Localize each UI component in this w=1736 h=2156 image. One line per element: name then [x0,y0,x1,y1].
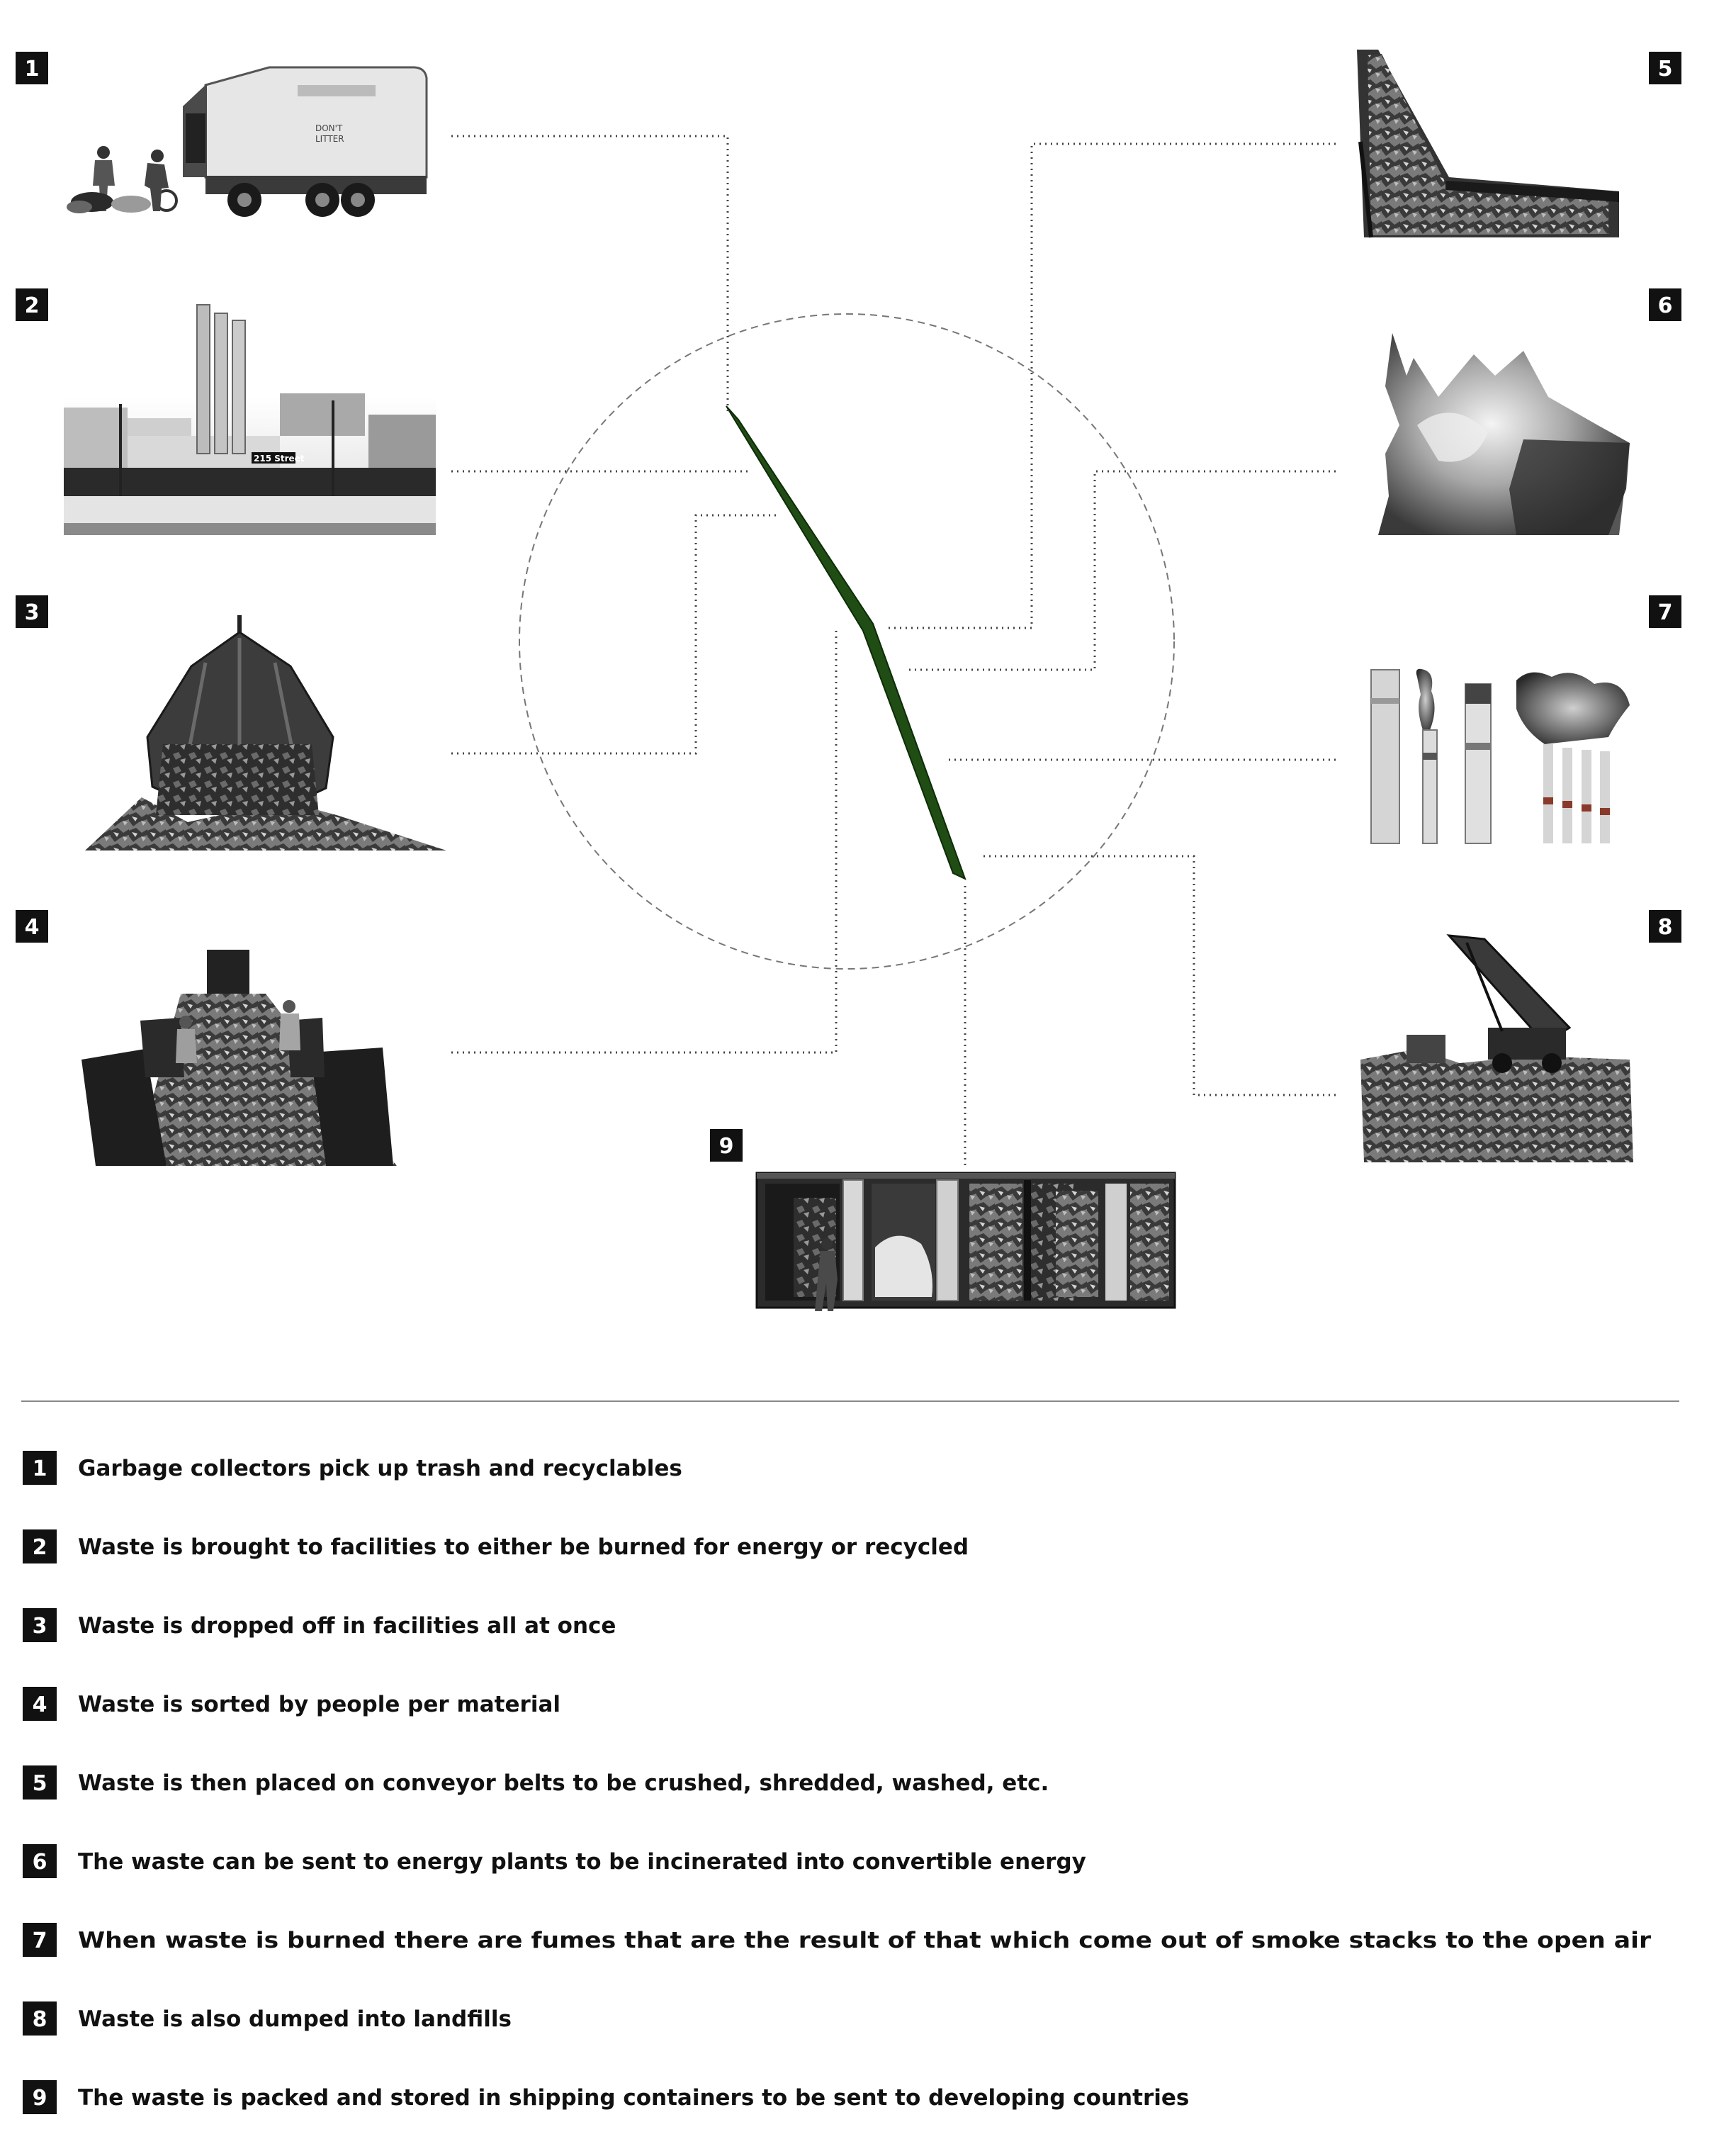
diagram-badge-1 [16,52,48,84]
legend-badge-number: 9 [32,2086,47,2111]
leaf-blade [726,406,965,879]
diagram-badge-9-number: 9 [718,1134,734,1159]
legend-text: When waste is burned there are fumes that are the result of that which come out of smoke stacks to the open air [78,1928,1652,1953]
street-sign-text: 215 Street [254,454,305,464]
connector-8 [981,856,1336,1095]
landfill-dump-truck-photo [1360,936,1633,1162]
garbage-truck-photo [67,67,427,217]
legend-item [23,2001,512,2036]
diagram-badge-7-number: 7 [1657,600,1673,625]
legend-item [23,1529,969,1563]
diagram-badge-2 [16,288,48,321]
legend-item [23,1451,682,1485]
legend-badge-number: 7 [32,1928,47,1953]
diagram-badge-8-number: 8 [1657,915,1673,940]
diagram-badge-5-number: 5 [1657,57,1673,82]
legend-badge-number: 5 [32,1771,47,1796]
diagram-badge-3 [16,595,48,628]
legend [23,1451,1652,2114]
diagram-badge-3-number: 3 [24,600,40,625]
connector-1 [451,136,728,411]
legend-text: The waste can be sent to energy plants to be incinerated into convertible energy [78,1849,1086,1875]
shipping-containers-photo [757,1173,1175,1311]
connector-5 [887,144,1336,628]
legend-item [23,1765,1049,1800]
diagram-badge-9 [710,1129,743,1162]
svg-text:DON'T: DON'T [315,123,343,133]
diagram-badge-5 [1649,52,1681,84]
legend-text: Garbage collectors pick up trash and recyclables [78,1456,682,1481]
connector-6 [907,471,1336,670]
connector-4 [451,627,836,1052]
legend-badge-number: 2 [32,1535,47,1560]
legend-item [23,1608,616,1642]
diagram-badge-6-number: 6 [1657,293,1673,318]
facility-photo [64,305,436,535]
svg-text:LITTER: LITTER [315,134,344,144]
sorting-line-photo [81,950,397,1166]
crane-grabber-photo [85,615,446,850]
diagram-badge-4 [16,910,48,943]
diagram-badge-7 [1649,595,1681,628]
legend-text: Waste is brought to facilities to either be burned for energy or recycled [78,1534,969,1560]
legend-badge-number: 4 [32,1692,47,1717]
diagram-badge-1-number: 1 [24,57,40,82]
legend-badge-number: 1 [32,1456,47,1481]
diagram-badge-6 [1649,288,1681,321]
legend-item [23,1687,560,1721]
smoke-stacks-photo [1371,669,1630,843]
conveyor-belt-photo [1357,50,1619,237]
legend-text: The waste is packed and stored in shipping containers to be sent to developing countries [78,2085,1190,2111]
diagram-badge-2-number: 2 [24,293,40,318]
legend-text: Waste is then placed on conveyor belts to be crushed, shredded, washed, etc. [78,1770,1049,1796]
legend-text: Waste is dropped off in facilities all at once [78,1613,616,1639]
legend-item [23,2080,1189,2114]
diagram-badge-4-number: 4 [24,915,40,940]
legend-item [23,1923,1652,1957]
legend-badge-number: 8 [32,2007,47,2032]
fire-photo [1378,333,1630,535]
cycle-circle [519,314,1174,969]
diagram-badge-8 [1649,910,1681,943]
connector-3 [451,515,776,753]
legend-badge-number: 3 [32,1614,47,1639]
connector-lines [451,136,1336,1166]
legend-badge-number: 6 [32,1850,47,1875]
legend-text: Waste is also dumped into landfills [78,2006,512,2032]
legend-item [23,1844,1086,1878]
legend-text: Waste is sorted by people per material [78,1692,560,1717]
